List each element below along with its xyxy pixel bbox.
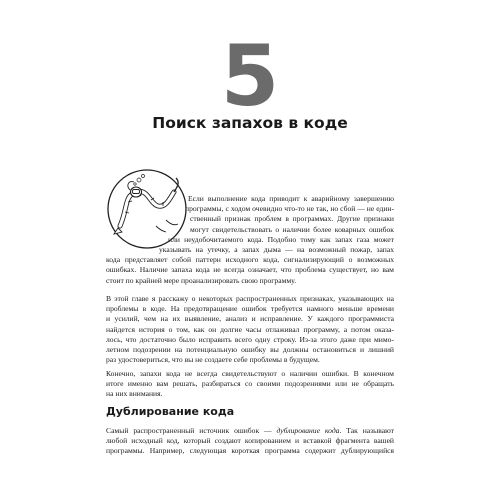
emphasized-term: дублирование кода [276, 426, 340, 435]
paragraph-line: любой исходный код, который создают копированием и вставкой фрагмента вашей [106, 436, 394, 446]
chapter-title: Поиск запахов в коде [152, 114, 348, 132]
paragraph-line: на них внимания. [106, 389, 163, 399]
paragraph-line: лось, что достаточно было исправить всего одну строку. Из-за этого даже при мимо- [106, 334, 394, 344]
paragraph-line: и усилий, чем на их выявление, анализ и исправление. У каждого программиста [106, 314, 394, 324]
intro-line: ственный признак проблем в программах. Другие признаки [190, 214, 394, 224]
intro-line: могут свидетельствовать о наличии более коварных ошибок [190, 224, 394, 234]
paragraph-line: найдется история о том, как он долгие часы отлаживал программу, а потом оказа- [106, 324, 394, 334]
paragraph-line: раз удостовериться, что вы не создаете себе проблемы в будущем. [106, 355, 320, 365]
paragraph-line [106, 426, 394, 436]
text-run: Самый распространенный источник ошибок — [106, 426, 277, 435]
paragraph-3 [106, 369, 394, 400]
paragraph-line: проблемы в коде. На предотвращение ошибок требуется намного меньше времени [106, 304, 394, 314]
section-heading: Дублирование кода [106, 405, 235, 418]
chapter-number: 5 [220, 27, 280, 125]
paragraph-line: программы. Например, следующая короткая программа содержит дублирующийся [106, 446, 394, 456]
paragraph-line: В этой главе я расскажу о некоторых распространенных признаках, указывающих на [106, 294, 394, 303]
intro-line: стоит по крайней мере проанализировать свою программу. [106, 275, 297, 285]
paragraph-line: итоге именно вам решать, разбираться со своими подозрениями или не обращать [106, 379, 394, 389]
paragraph-4 [106, 426, 394, 457]
intro-line: программы, с ходом очевидно что-то не так, но сбой — не един- [185, 204, 394, 214]
intro-paragraph [106, 194, 394, 286]
paragraph-line: Конечно, запахи кода не всегда свидетельствуют о наличии ошибки. В конечном [106, 369, 394, 378]
intro-line: ошибках. Наличие запаха кода не всегда означает, что проблема существует, но вам [106, 265, 394, 275]
intro-line: или неудобочитаемого кода. Подобно тому как запах газа может [168, 234, 394, 244]
paragraph-2 [106, 294, 394, 365]
intro-line: Если выполнение кода приводит к аварийному завершению [188, 194, 394, 203]
intro-line: кода представляет собой паттерн исходного кода, сигнализирующий о возможных [106, 255, 394, 265]
paragraph-line: летном подозрении на потенциальную ошибку вы должны остановиться и лишний [106, 345, 394, 355]
intro-line: указывать на утечку, а запах дыма — на возможный пожар, запах [159, 245, 394, 255]
text-run: . Так называют [339, 426, 394, 435]
